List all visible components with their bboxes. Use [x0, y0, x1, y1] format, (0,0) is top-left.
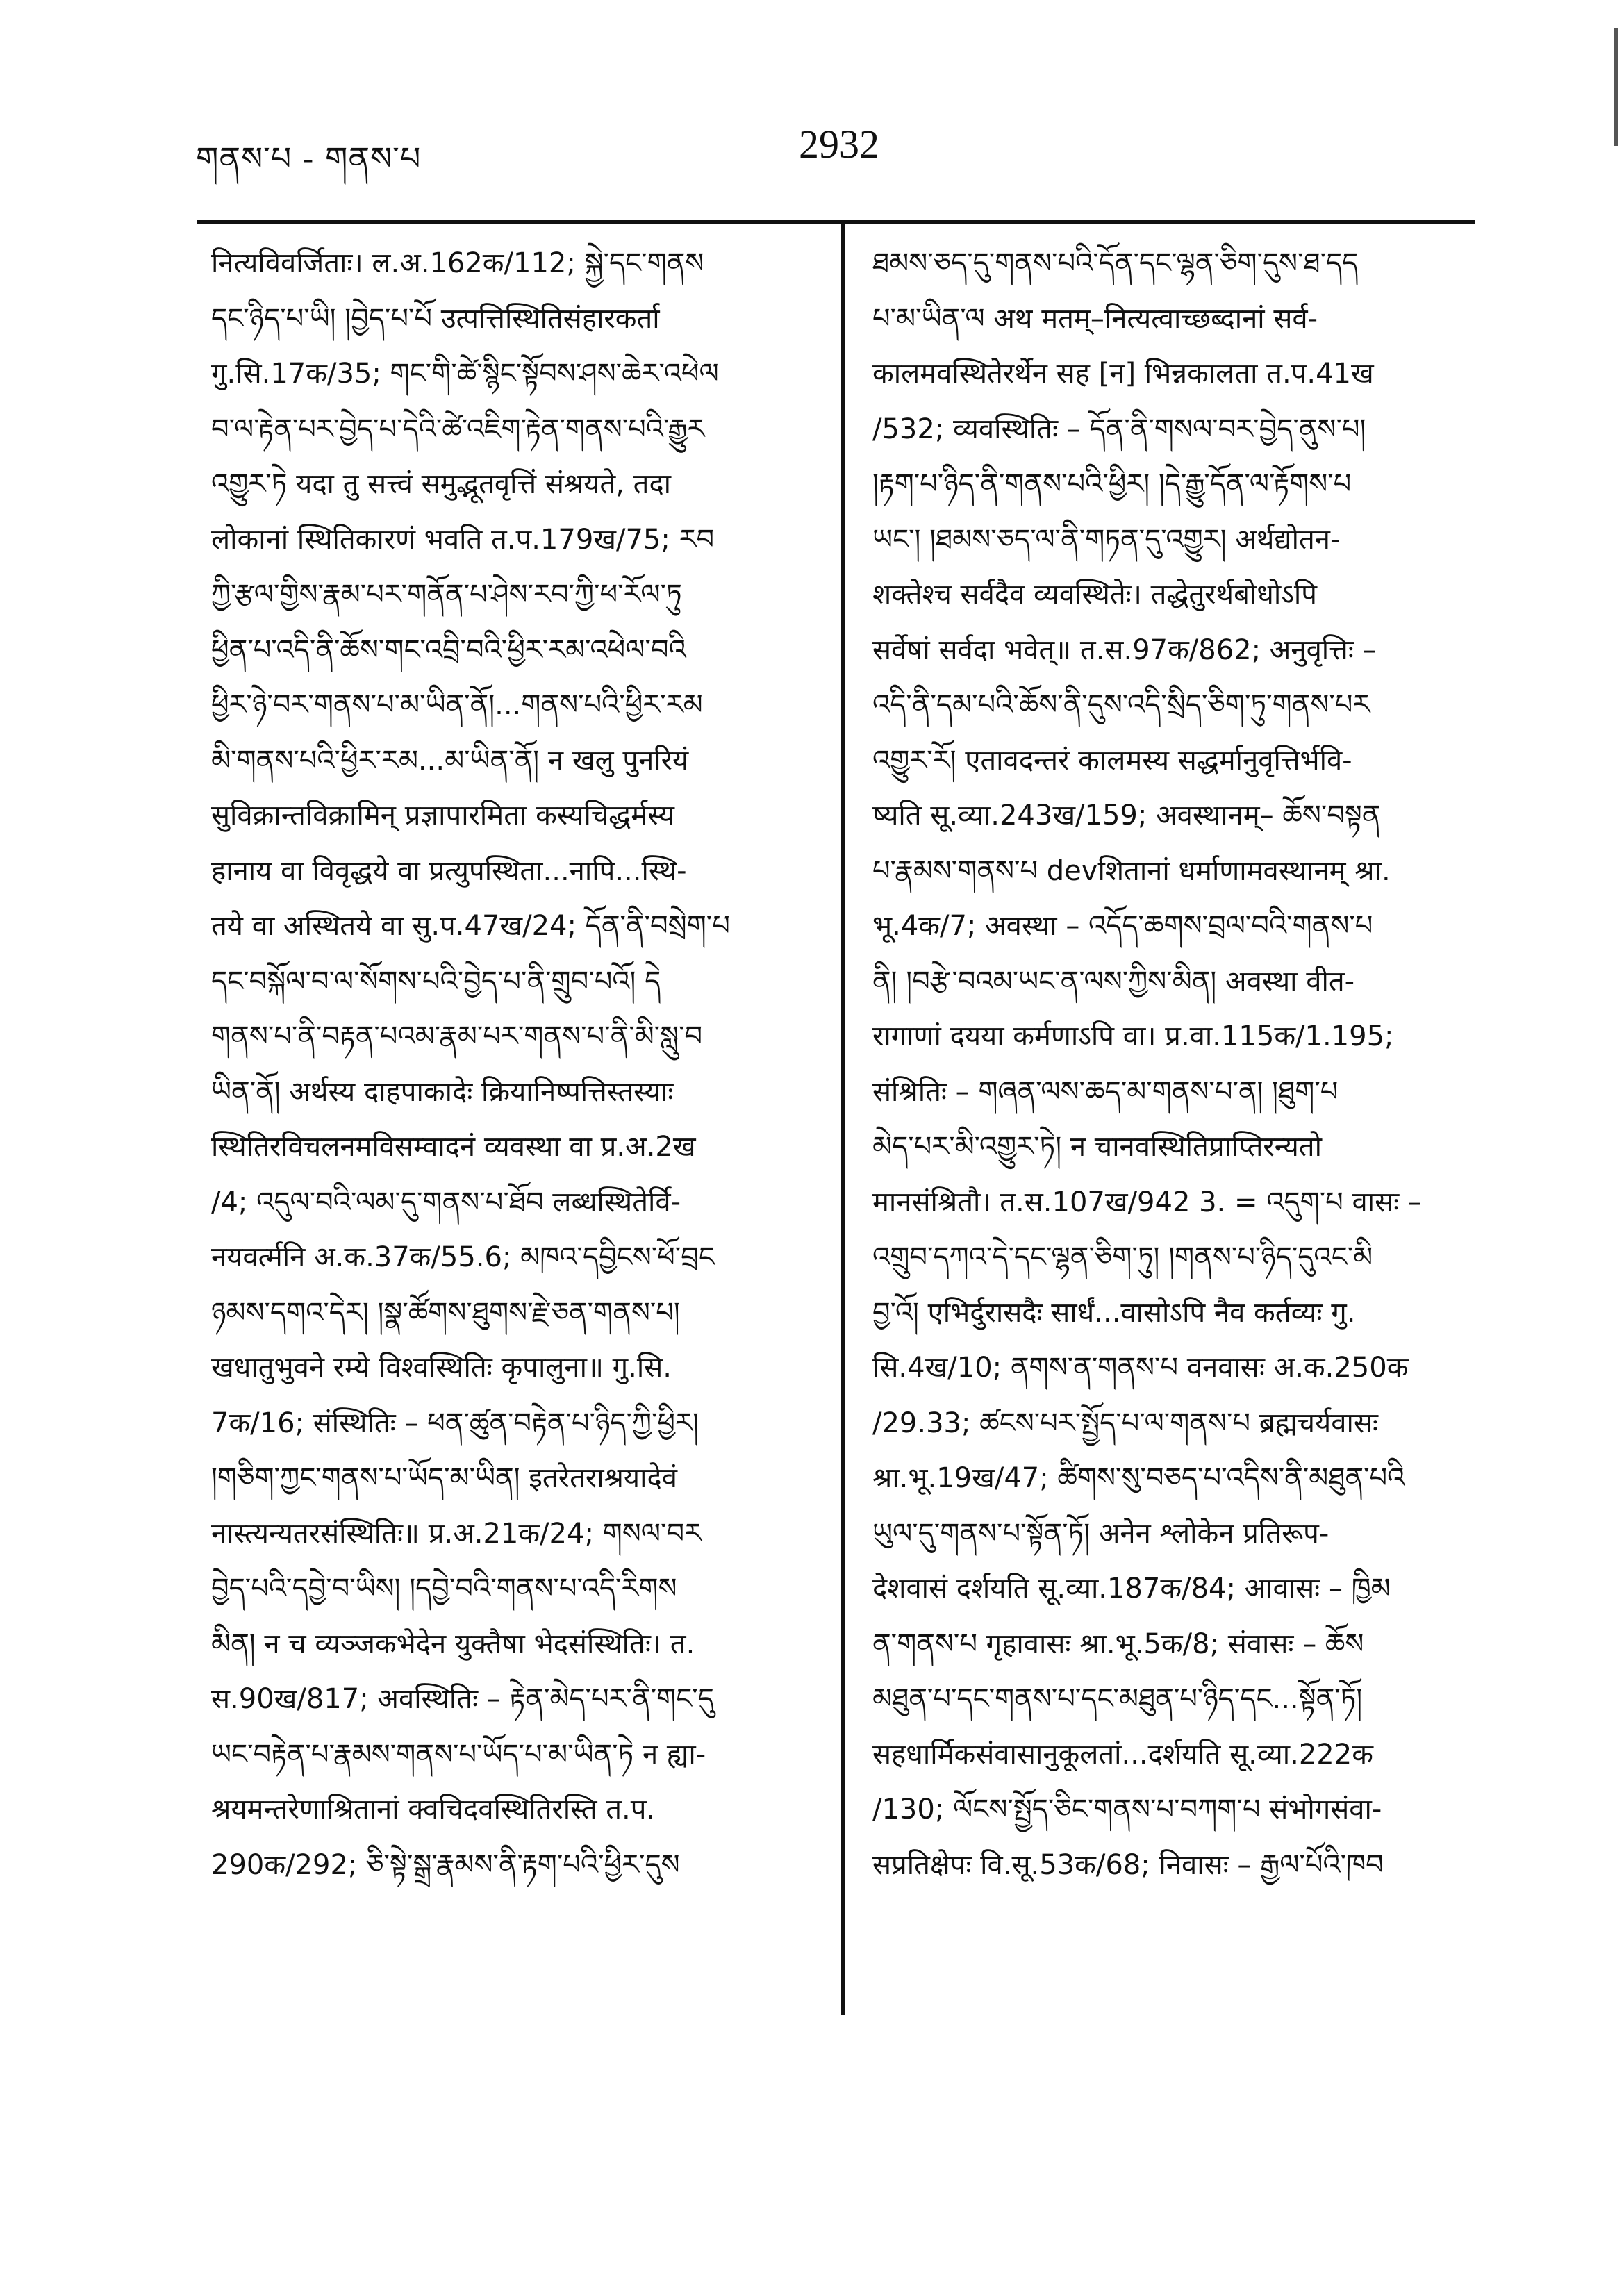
running-head: གནས་པ - གནས་པ [196, 140, 422, 177]
text-line: མཐུན་པ་དང་གནས་པ་དང་མཐུན་པ་ཉིད་དང...སྟོན་ཏོ། [872, 1683, 1363, 1715]
text-line: रागाणां दयया कर्मणाऽपि वा। प्र.वा.115क/1.195; [872, 1020, 1394, 1052]
text-line: /532; व्यवस्थितिः – དོན་ནི་གསལ་བར་བྱེད་ནུས་པ། [872, 413, 1366, 445]
text-line: པ་མ་ཡིན་ལ अथ मतम्–नित्यत्वाच्छब्दानां सर्व- [872, 302, 1318, 335]
text-line: །རྟག་པ་ཉིད་ནི་གནས་པའི་ཕྱིར། །དེ་རྒྱུ་དོན་ལ་རྟོགས་པ [872, 468, 1352, 500]
text-line: བ་ལ་རྟེན་པར་བྱེད་པ་དེའི་ཚེ་འཇིག་རྟེན་གནས་པའི་རྒྱུར [211, 413, 705, 445]
text-line: ཀྱི་རྩལ་གྱིས་རྣམ་པར་གནོན་པ་ཤེས་རབ་ཀྱི་ཕ་རོལ་ཏུ [211, 579, 682, 611]
text-line: गु.सि.17क/35; གང་གི་ཚེ་སྙིང་སྟོབས་ཤས་ཆེར་འཕེལ [211, 358, 719, 390]
text-line: མི་གནས་པའི་ཕྱིར་རམ...མ་ཡིན་ནོ། न खलु पुनरियं [211, 744, 689, 777]
text-line: འགྲུབ་དཀའ་དེ་དང་ལྷན་ཅིག་ཏུ། །གནས་པ་ཉིད་དུའང་མི [872, 1241, 1373, 1273]
text-line: शक्तेश्च सर्वदैव व्यवस्थितेः। तद्धेतुरर्थबोधोऽपि [872, 579, 1317, 611]
text-line: 290क/292; ཅི་སྟེ་སྒྲ་རྣམས་ནི་རྟག་པའི་ཕྱིར་དུས [211, 1848, 680, 1881]
text-line: नास्त्यन्यतरसंस्थितिः॥ प्र.अ.21क/24; གསལ་བར [211, 1517, 702, 1550]
page-number: 2932 [799, 122, 879, 167]
text-line: स्थितिरविचलनमविसम्वादनं व्यवस्था वा प्र.अ.2ख [211, 1131, 696, 1163]
text-line: །གཅིག་ཀྱང་གནས་པ་ཡོད་མ་ཡིན། इतरेतराश्रयादेवं [211, 1462, 677, 1494]
text-line: /4; འདུལ་བའི་ལམ་དུ་གནས་པ་ཐོབ लब्धस्थितेर्वि- [211, 1186, 681, 1218]
text-line: /130; ལོངས་སྤྱོད་ཅིང་གནས་པ་བཀག་པ संभोगसंवा- [872, 1794, 1382, 1825]
text-line: सर्वेषां सर्वदा भवेत्॥ त.स.97क/862; अनुवृत्तिः – [872, 633, 1377, 666]
text-line: हानाय वा विवृद्धये वा प्रत्युपस्थिता...नापि...स्थि- [211, 854, 687, 887]
text-line: འདི་ནི་དམ་པའི་ཆོས་ནི་དུས་འདི་སྲིད་ཅིག་ཏུ་གནས་པར [872, 689, 1370, 721]
text-line: འགྱུར་རོ། एतावदन्तरं कालमस्य सद्धर्मानुवृत्तिर्भवि- [872, 744, 1352, 777]
text-line: ཕྱིན་པ་འདི་ནི་ཆོས་གང་འབྲི་བའི་ཕྱིར་རམ་འཕེལ་བའི [211, 633, 686, 666]
header-rule [197, 220, 1475, 224]
text-line: ན་གནས་པ गृहावासः श्रा.भू.5क/8; संवासः – ཆོས [872, 1627, 1364, 1660]
text-line: འགྱུར་ཏེ यदा तु सत्त्वं समुद्भूतवृत्तिं संश्रयते, तदा [211, 468, 672, 500]
text-line: कालमवस्थितेरर्थेन सह [न] भिन्नकालता त.प.41ख [872, 358, 1374, 390]
page-edge-mark [1614, 28, 1618, 146]
text-line: मानसंश्रितौ। त.स.107ख/942 3. = འདུག་པ वासः – [872, 1186, 1422, 1218]
text-line: ཡང་། །ཐམས་ཅད་ལ་ནི་གཏན་དུ་འགྱུར། अर्थद्योतन- [872, 523, 1341, 556]
text-line: བྱ་འོ། एभिर्दुरासदैः सार्धं...वासोऽपि नैव कर्तव्यः गु. [872, 1296, 1356, 1329]
text-line: ཐམས་ཅད་དུ་གནས་པའི་དོན་དང་ལྷན་ཅིག་དུས་ཐ་དད [872, 247, 1359, 279]
text-line: तये वा अस्थितये वा सु.प.47ख/24; དོན་ནི་བསྲེག་པ [211, 910, 730, 942]
text-line: ཡིན་ནོ། अर्थस्य दाहपाकादेः क्रियानिष्पत्तिस्तस्याः [211, 1075, 674, 1108]
text-line: ཡང་བརྟེན་པ་རྣམས་གནས་པ་ཡོད་པ་མ་ཡིན་ཏེ न ह्या- [211, 1738, 706, 1771]
text-line: དང་བསྐོལ་བ་ལ་སོགས་པའི་བྱེད་པ་ནི་གྲུབ་པའོ། དེ [211, 965, 661, 997]
text-line: श्रा.भू.19ख/47; ཚིགས་སུ་བཅད་པ་འདིས་ནི་མཐུན་པའི [872, 1462, 1405, 1494]
text-line: स.90ख/817; अवस्थितिः – རྟེན་མེད་པར་ནི་གང་དུ [211, 1683, 714, 1715]
text-line: མེད་པར་མི་འགྱུར་ཏེ། न चानवस्थितिप्राप्तिरन्यतो [872, 1131, 1322, 1163]
text-line: लोकानां स्थितिकारणं भवति त.प.179ख/75; རབ [211, 523, 715, 556]
right-column [872, 236, 1489, 1893]
text-line: /29.33; ཚངས་པར་སྤྱོད་པ་ལ་གནས་པ ब्रह्मचर्यवासः [872, 1407, 1378, 1439]
text-line: ष्यति सू.व्या.243ख/159; अवस्थानम्– ཆོས་བསྟན [872, 800, 1381, 831]
text-line: नयवर्त्मनि अ.क.37क/55.6; མཁའ་དབྱིངས་ཕོ་བྲང [211, 1241, 715, 1273]
text-line: संश्रितिः – གཞན་ལས་ཆད་མ་གནས་པ་ན། །ཐུག་པ [872, 1075, 1339, 1108]
text-line: ཡུལ་དུ་གནས་པ་སྟོན་ཏོ། अनेन श्लोकेन प्रतिरूप- [872, 1517, 1329, 1550]
text-line: सुविक्रान्तविक्रामिन् प्रज्ञापारमिता कस्यचिद्धर्मस्य [211, 800, 674, 831]
text-line: सप्रतिक्षेपः वि.सू.53क/68; निवासः – རྒྱལ་པོའི་ཁབ [872, 1848, 1384, 1881]
text-line: 7क/16; संस्थितिः – ཕན་ཚུན་བརྟེན་པ་ཉིད་ཀྱི་ཕྱིར། [211, 1407, 699, 1439]
text-line: नित्यविवर्जिताः। ल.अ.162क/112; སྐྱེ་དང་གནས [211, 247, 704, 279]
text-line: ཕྱིར་ཉེ་བར་གནས་པ་མ་ཡིན་ནོ།...གནས་པའི་ཕྱིར་རམ [211, 689, 703, 721]
text-line: ནི། །བརྩེ་བའམ་ཡང་ན་ལས་ཀྱིས་མིན། अवस्था वीत- [872, 965, 1355, 997]
text-line: खधातुभुवने रम्ये विश्वस्थितिः कृपालुना॥ गु.सि. [211, 1352, 672, 1384]
text-line: བྱེད་པའི་དབྱེ་བ་ཡིས། །དབྱེ་བའི་གནས་པ་འདི་རིགས [211, 1573, 677, 1605]
text-line: མིན། न च व्यञ्जकभेदेन युक्तैषा भेदसंस्थितिः। त. [211, 1627, 695, 1660]
text-line: सि.4ख/10; ནགས་ན་གནས་པ वनवासः अ.क.250क [872, 1352, 1409, 1384]
text-line: भू.4क/7; अवस्था – འདོད་ཆགས་བྲལ་བའི་གནས་པ [872, 910, 1373, 942]
column-divider [841, 220, 845, 2015]
text-line: པ་རྣམས་གནས་པ devशितानां धर्माणामवस्थानम् श्रा. [872, 854, 1391, 887]
left-column [211, 236, 828, 1893]
text-line: གནས་པ་ནི་བརྟན་པའམ་རྣམ་པར་གནས་པ་ནི་མི་སླུ་བ [211, 1020, 703, 1052]
text-line: देशवासं दर्शयति सू.व्या.187क/84; आवासः – ཁྱིམ [872, 1573, 1391, 1605]
text-line: དང་ཉིད་པ་ཡི། །བྱེད་པ་པོ उत्पत्तिस्थितिसंहारकर्ता [211, 302, 660, 335]
text-line: ཉམས་དགའ་དེར། །སྣ་ཚོགས་ཐུགས་རྗེ་ཅན་གནས་པ། [211, 1296, 680, 1329]
text-line: सहधार्मिकसंवासानुकूलतां...दर्शयति सू.व्या.222क [872, 1738, 1373, 1771]
text-line: श्रयमन्तरेणाश्रितानां क्वचिदवस्थितिरस्ति त.प. [211, 1794, 656, 1825]
